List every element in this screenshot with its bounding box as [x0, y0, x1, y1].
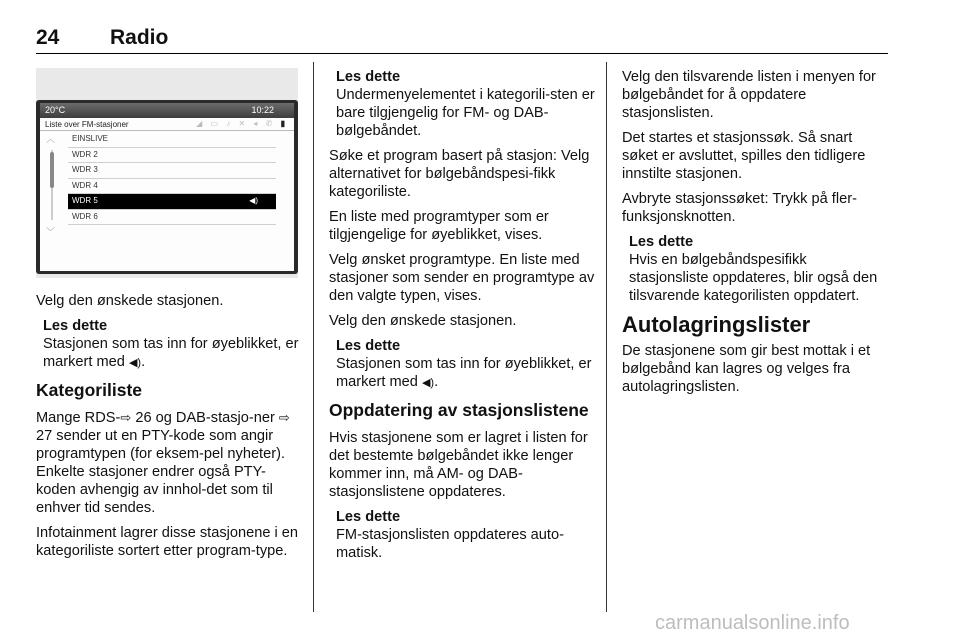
speaker-icon: ◀): [128, 357, 142, 369]
note-label: Les dette: [43, 318, 108, 334]
station-list-item[interactable]: [68, 148, 276, 164]
status-icons: ◢ ▭ ♪ ✕ ◂ ✆ ▮: [196, 119, 288, 128]
display-bezel: [36, 100, 298, 274]
paragraph: Infotainment lagrer disse stasjonene i en kategoriliste sortert etter program-type.: [36, 525, 299, 559]
note-label: Les dette: [336, 338, 401, 354]
clock: 10:22: [251, 105, 274, 115]
note-text: Stasjonen som tas inn for øyeblikket, er markert med: [43, 336, 299, 370]
station-list-item[interactable]: [68, 194, 276, 210]
temperature: 20°C: [45, 105, 66, 115]
heading-oppdatering: Oppdatering av stasjonslistene: [329, 400, 589, 420]
column-3: [622, 68, 890, 403]
page-ref-arrow-icon[interactable]: ⇨: [120, 410, 132, 425]
paragraph: Det startes et stasjonssøk. Så snart søket er avsluttet, spilles den tidligere innstilte stasjonen.: [622, 130, 866, 182]
infotainment-screenshot: [36, 68, 298, 278]
station-list-item[interactable]: [68, 179, 276, 195]
watermark: carmanualsonline.info: [655, 612, 850, 634]
note-text: FM-stasjonslisten oppdateres auto-matisk.: [336, 527, 564, 561]
paragraph: Velg den ønskede stasjonen.: [36, 293, 224, 309]
paragraph: Velg den ønskede stasjonen.: [329, 313, 517, 329]
station-name: WDR 5: [72, 196, 98, 205]
note-box: Les dette Stasjonen som tas inn for øyeblikket, er markert med ◀).: [36, 317, 302, 372]
note-text: Hvis en bølgebåndspesifikk stasjonsliste oppdateres, blir også den tilsvarende kategorilisten oppdatert.: [629, 252, 878, 304]
note-box: Les dette Stasjonen som tas inn for øyeblikket, er markert med ◀).: [329, 337, 597, 392]
heading-kategoriliste: Kategoriliste: [36, 380, 142, 400]
note-box: [622, 233, 890, 305]
note-label: Les dette: [336, 509, 401, 525]
paragraph: Velg den tilsvarende listen i menyen for bølgebåndet for å oppdatere stasjonslisten.: [622, 69, 876, 121]
note-box: [329, 68, 597, 140]
station-name: WDR 2: [72, 149, 98, 159]
paragraph: Mange RDS-⇨ 26 og DAB-stasjo-ner ⇨ 27 sender ut en PTY-kode som angir programtypen (for eksem-pel nyheter). Enkelte stasjoner endrer også PTY-koden avhengig av innhol-det som til enhver tid sendes.: [36, 410, 290, 516]
station-name: WDR 6: [72, 211, 98, 221]
scrollbar-thumb[interactable]: [50, 152, 54, 188]
paragraph: De stasjonene som gir best mottak i et bølgebånd kan lagres og velges fra autolagringslisten.: [622, 343, 871, 395]
display-screen: [40, 103, 294, 271]
column-2: [329, 68, 597, 569]
station-list-item[interactable]: [68, 163, 276, 179]
column-1: [36, 292, 302, 567]
list-title: Liste over FM-stasjoner: [45, 120, 129, 129]
paragraph: En liste med programtyper som er tilgjengelige for øyeblikket, vises.: [329, 209, 549, 243]
status-bar: [40, 103, 294, 118]
station-name: EINSLIVE: [72, 134, 109, 143]
list-separator: [40, 130, 294, 131]
station-name: WDR 4: [72, 180, 98, 190]
paragraph: Avbryte stasjonssøket: Trykk på fler-funksjonsknotten.: [622, 191, 857, 225]
station-name: WDR 3: [72, 165, 98, 174]
station-list-item[interactable]: [68, 132, 276, 148]
speaker-icon: ◀): [421, 377, 435, 389]
page-ref-arrow-icon[interactable]: ⇨: [278, 410, 290, 425]
note-label: Les dette: [336, 69, 401, 85]
station-list: [68, 132, 276, 225]
speaker-icon: ◀): [249, 196, 258, 205]
note-box: [329, 508, 597, 562]
header-rule: [36, 53, 888, 54]
heading-autolagringslister: Autolagringslister: [622, 312, 811, 337]
paragraph: Hvis stasjonene som er lagret i listen for det bestemte bølgebåndet ikke lenger kommer inn, må AM- og DAB-stasjonslistene oppdateres.: [329, 430, 588, 500]
page-number: 24: [36, 26, 60, 49]
scroll-down-icon[interactable]: ﹀: [46, 227, 56, 237]
paragraph: Velg ønsket programtype. En liste med stasjoner som sender en programtype av den valgte typen, vises.: [329, 252, 595, 304]
column-divider-1: [313, 62, 314, 612]
page-title: Radio: [110, 26, 169, 49]
column-divider-2: [606, 62, 607, 612]
station-list-item[interactable]: [68, 210, 276, 226]
scroll-up-icon[interactable]: ︿: [46, 134, 56, 144]
note-label: Les dette: [629, 234, 694, 250]
paragraph: Søke et program basert på stasjon: Velg alternativet for bølgebåndspesi-fikk kategoriliste.: [329, 148, 590, 200]
note-text: Stasjonen som tas inn for øyeblikket, er markert med: [336, 356, 592, 390]
note-text: Undermenyelementet i kategorili-sten er bare tilgjengelig for FM- og DAB-bølgebåndet.: [336, 87, 595, 139]
